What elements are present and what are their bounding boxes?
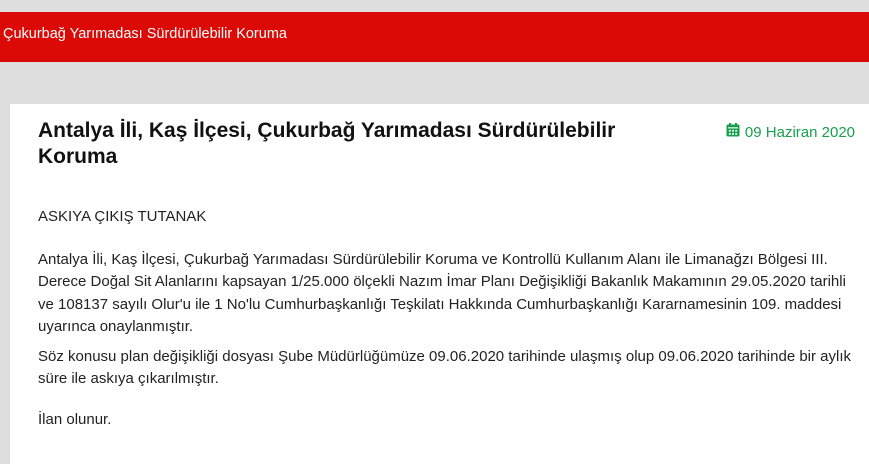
content-card [10, 104, 869, 464]
article-body [38, 206, 855, 431]
paragraph-ilan: İlan olunur. [38, 410, 112, 428]
calendar-icon [726, 123, 740, 141]
header-title: Çukurbağ Yarımadası Sürdürülebilir Koruma [3, 26, 287, 42]
paragraph-tutanak: ASKIYA ÇIKIŞ TUTANAK [38, 208, 207, 225]
publish-date [726, 123, 855, 141]
article-header [38, 118, 855, 170]
publish-date-label: 09 Haziran 2020 [744, 123, 855, 141]
page-title: Antalya İli, Kaş İlçesi, Çukurbağ Yarımadası Sürdürülebilir Koruma [38, 119, 616, 168]
paragraph-onay: Antalya İli, Kaş İlçesi, Çukurbağ Yarımadası Sürdürülebilir Koruma ve Kontrollü Kullanım Alanı ile Limanağzı Bölgesi III. Derece Doğal Sit Alanlarını kapsayan 1/25.000 ölçekli Nazım İmar Planı Değişikliği Bakanlık Makamının 29.05.2020 tarihli ve 108137 sayılı Olur'u ile 1 No'lu Cumhurbaşkanlığı Teşkilatı Hakkında Cumhurbaşkanlığı Kararnamesinin 109. maddesi uyarınca onaylanmıştır. [38, 250, 846, 335]
app-header [0, 12, 869, 62]
paragraph-aski: Söz konusu plan değişikliği dosyası Şube Müdürlüğümüze 09.06.2020 tarihinde ulaşmış olup 09.06.2020 tarihinde bir aylık süre ile askıya çıkarılmıştır. [38, 347, 852, 387]
